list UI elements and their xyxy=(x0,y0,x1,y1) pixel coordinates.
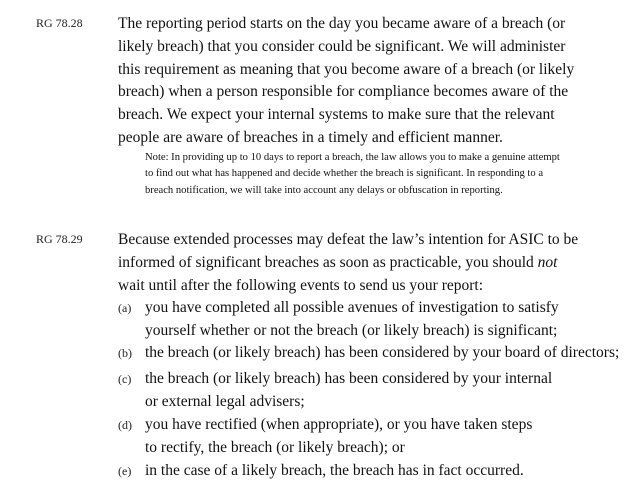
list-item-text: you have completed all possible avenues of investigation to satisfy yourself whether or not the breach (or likely breach) is significant; xyxy=(145,299,559,339)
paragraph-text: The reporting period starts on the day you became aware of a breach (or likely breach) that you consider could be significant. We will administer this requirement as meaning that you become aware of a breach (or likely breach) when a person responsible for compliance becomes aware of the breach. We expect your internal systems to make sure that the relevant people are aware of breaches in a timely and efficient manner. xyxy=(118,15,575,146)
list-item-text: in the case of a likely breach, the breach has in fact occurred. xyxy=(145,462,524,479)
emphasis-text: not xyxy=(537,253,558,271)
paragraph-text-part: Because extended processes may defeat the law’s intention for ASIC to be informed of significant breaches as soon as practicable, you should xyxy=(118,231,579,271)
list-item-text: the breach (or likely breach) has been considered by your board of directors; xyxy=(145,344,620,361)
paragraph-text xyxy=(118,229,588,297)
list-item-label: (e) xyxy=(118,464,132,478)
list-item-label: (d) xyxy=(118,418,132,432)
list-item-label: (c) xyxy=(118,372,132,386)
list-item-label: (a) xyxy=(118,301,132,315)
list-item-text: you have rectified (when appropriate), or you have taken steps to rectify, the breach (or likely breach); or xyxy=(145,416,533,456)
list-item-text: the breach (or likely breach) has been considered by your internal or external legal advisers; xyxy=(145,370,553,410)
paragraph-number: RG 78.29 xyxy=(36,232,83,246)
paragraph-text-part: wait until after the following events to send us your report: xyxy=(118,276,484,294)
paragraph-number: RG 78.28 xyxy=(36,16,83,30)
note-text: Note: In providing up to 10 days to report a breach, the law allows you to make a genuine attempt to find out what has happened and decide whether the breach is significant. In responding to a breach notification, we will take into account any delays or obfuscation in reporting. xyxy=(145,152,560,196)
list-item-label: (b) xyxy=(118,346,132,360)
